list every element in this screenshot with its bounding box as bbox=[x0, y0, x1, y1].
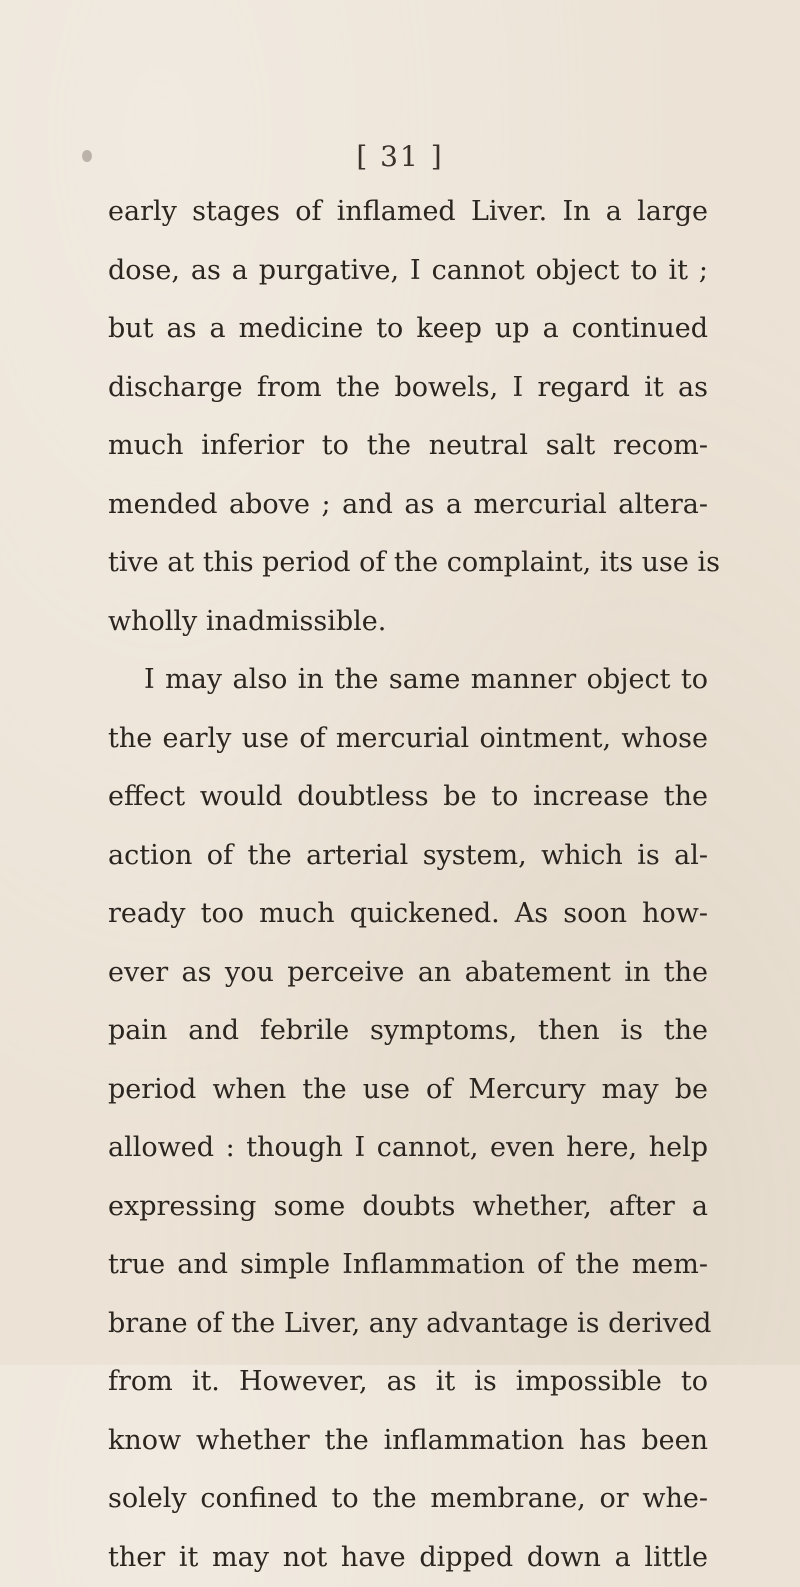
text-line: ever as you perceive an abatement in the bbox=[108, 944, 708, 1003]
text-line: dose, as a purgative, I cannot object to it ; bbox=[108, 242, 708, 301]
text-line: much inferior to the neutral salt recom- bbox=[108, 417, 708, 476]
text-line: ready too much quickened. As soon how- bbox=[108, 885, 708, 944]
text-line: but as a medicine to keep up a continued bbox=[108, 300, 708, 359]
text-line: the early use of mercurial ointment, whose bbox=[108, 710, 708, 769]
text-line: brane of the Liver, any advantage is derived bbox=[108, 1295, 708, 1354]
text-line: early stages of inflamed Liver. In a large bbox=[108, 183, 708, 242]
text-line: know whether the inflammation has been bbox=[108, 1412, 708, 1471]
text-line: ther it may not have dipped down a little bbox=[108, 1529, 708, 1587]
text-line: pain and febrile symptoms, then is the bbox=[108, 1002, 708, 1061]
text-line: solely confined to the membrane, or whe- bbox=[108, 1470, 708, 1529]
text-line: effect would doubtless be to increase the bbox=[108, 768, 708, 827]
text-line: wholly inadmissible. bbox=[108, 593, 708, 652]
text-line: expressing some doubts whether, after a bbox=[108, 1178, 708, 1237]
text-line: period when the use of Mercury may be bbox=[108, 1061, 708, 1120]
page-number: [ 31 ] bbox=[0, 140, 800, 173]
text-line: action of the arterial system, which is al- bbox=[108, 827, 708, 886]
text-line: allowed : though I cannot, even here, help bbox=[108, 1119, 708, 1178]
text-line: mended above ; and as a mercurial altera- bbox=[108, 476, 708, 535]
text-line: from it. However, as it is impossible to bbox=[108, 1353, 708, 1412]
text-line: I may also in the same manner object to bbox=[108, 651, 708, 710]
text-line: discharge from the bowels, I regard it as bbox=[108, 359, 708, 418]
body-text bbox=[108, 183, 708, 1587]
text-line: true and simple Inflammation of the mem- bbox=[108, 1236, 708, 1295]
text-line: tive at this period of the complaint, its use is bbox=[108, 534, 708, 593]
